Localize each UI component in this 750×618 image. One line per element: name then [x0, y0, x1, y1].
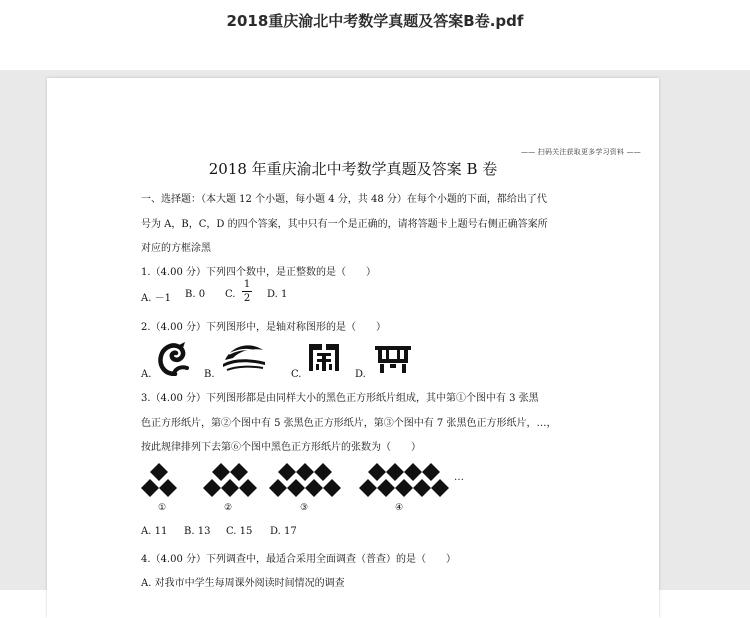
q4-stem: 4.（4.00 分）下列调查中，最适合采用全面调查（普查）的是（ ）: [141, 554, 456, 565]
ship-wave-icon: [219, 340, 269, 372]
black-square: [150, 463, 168, 481]
document-title: 2018 年重庆渝北中考数学真题及答案 B 卷: [208, 160, 498, 178]
figure-caption-2: ②: [224, 503, 233, 513]
gate-character-icon: [307, 342, 341, 372]
figure-caption-1: ①: [158, 503, 167, 513]
black-square: [431, 479, 449, 497]
fraction-numerator: 1: [243, 279, 251, 290]
pdf-page: [47, 78, 659, 618]
q3-stem-line-3: 按此规律排列下去第⑥个图中黑色正方形纸片的张数为（ ）: [141, 442, 421, 453]
q4-option-a: A. 对我市中学生每周课外阅读时间情况的调查: [141, 578, 345, 589]
pattern-figure-4: [359, 463, 449, 497]
black-square: [159, 479, 177, 497]
q1-option-b: B. 0: [185, 289, 206, 300]
black-square: [305, 479, 323, 497]
q2-option-a: A.: [141, 369, 152, 380]
black-square: [278, 463, 296, 481]
black-square: [212, 463, 230, 481]
black-square: [203, 479, 221, 497]
swirl-logo-icon: [157, 340, 193, 376]
q1-option-c: C.: [225, 289, 236, 300]
black-square: [404, 463, 422, 481]
q1-stem: 1.（4.00 分）下列四个数中，是正整数的是（ ）: [141, 267, 376, 278]
q3-option-c: C. 15: [226, 526, 253, 537]
black-square: [221, 479, 239, 497]
figure-caption-3: ③: [300, 503, 309, 513]
black-square: [323, 479, 341, 497]
black-square: [395, 479, 413, 497]
q3-option-d: D. 17: [270, 526, 297, 537]
q3-square-pattern-figures: [137, 458, 477, 502]
black-square: [269, 479, 287, 497]
black-square: [386, 463, 404, 481]
black-square: [422, 463, 440, 481]
q3-stem-line-2: 色正方形纸片，第②个图中有 5 张黑色正方形纸片，第③个图中有 7 张黑色正方形纸片，…，: [141, 418, 557, 429]
section-intro-line-3: 对应的方框涂黑: [141, 243, 211, 254]
seal-character-icon: [374, 344, 412, 374]
black-square: [377, 479, 395, 497]
black-square: [287, 479, 305, 497]
black-square: [296, 463, 314, 481]
figure-caption-4: ④: [395, 503, 404, 513]
pattern-figure-1: [141, 463, 177, 497]
black-square: [314, 463, 332, 481]
q3-option-b: B. 13: [184, 526, 211, 537]
q3-option-a: A. 11: [141, 526, 168, 537]
q1-option-a: A. －1: [141, 293, 171, 304]
title-bar: [0, 0, 750, 70]
q1-option-d: D. 1: [267, 289, 288, 300]
q2-option-b: B.: [204, 369, 215, 380]
q3-stem-line-1: 3.（4.00 分）下列图形都是由同样大小的黑色正方形纸片组成，其中第①个图中有 3 张黑: [141, 393, 539, 404]
black-square: [230, 463, 248, 481]
section-intro-line-2: 号为 A，B，C，D 的四个答案，其中只有一个是正确的，请将答题卡上题号右侧正确答案所: [141, 219, 548, 230]
q2-stem: 2.（4.00 分）下列图形中，是轴对称图形的是（ ）: [141, 322, 386, 333]
black-square: [368, 463, 386, 481]
pattern-figure-2: [203, 463, 257, 497]
black-square: [141, 479, 159, 497]
file-title: 2018重庆渝北中考数学真题及答案B卷.pdf: [226, 12, 524, 30]
q2-option-d: D.: [355, 369, 366, 380]
q2-option-c: C.: [291, 369, 302, 380]
q1-fraction: [242, 279, 252, 304]
pattern-figure-3: [269, 463, 341, 497]
black-square: [413, 479, 431, 497]
figure-ellipsis: …: [454, 472, 464, 483]
section-intro-line-1: 一、选择题：（本大题 12 个小题，每小题 4 分，共 48 分）在每个小题的下面，都给出了代: [141, 194, 547, 205]
fraction-denominator: 2: [243, 293, 251, 304]
black-square: [239, 479, 257, 497]
watermark-text: —— 扫码关注获取更多学习资料 ——: [520, 148, 641, 156]
black-square: [359, 479, 377, 497]
